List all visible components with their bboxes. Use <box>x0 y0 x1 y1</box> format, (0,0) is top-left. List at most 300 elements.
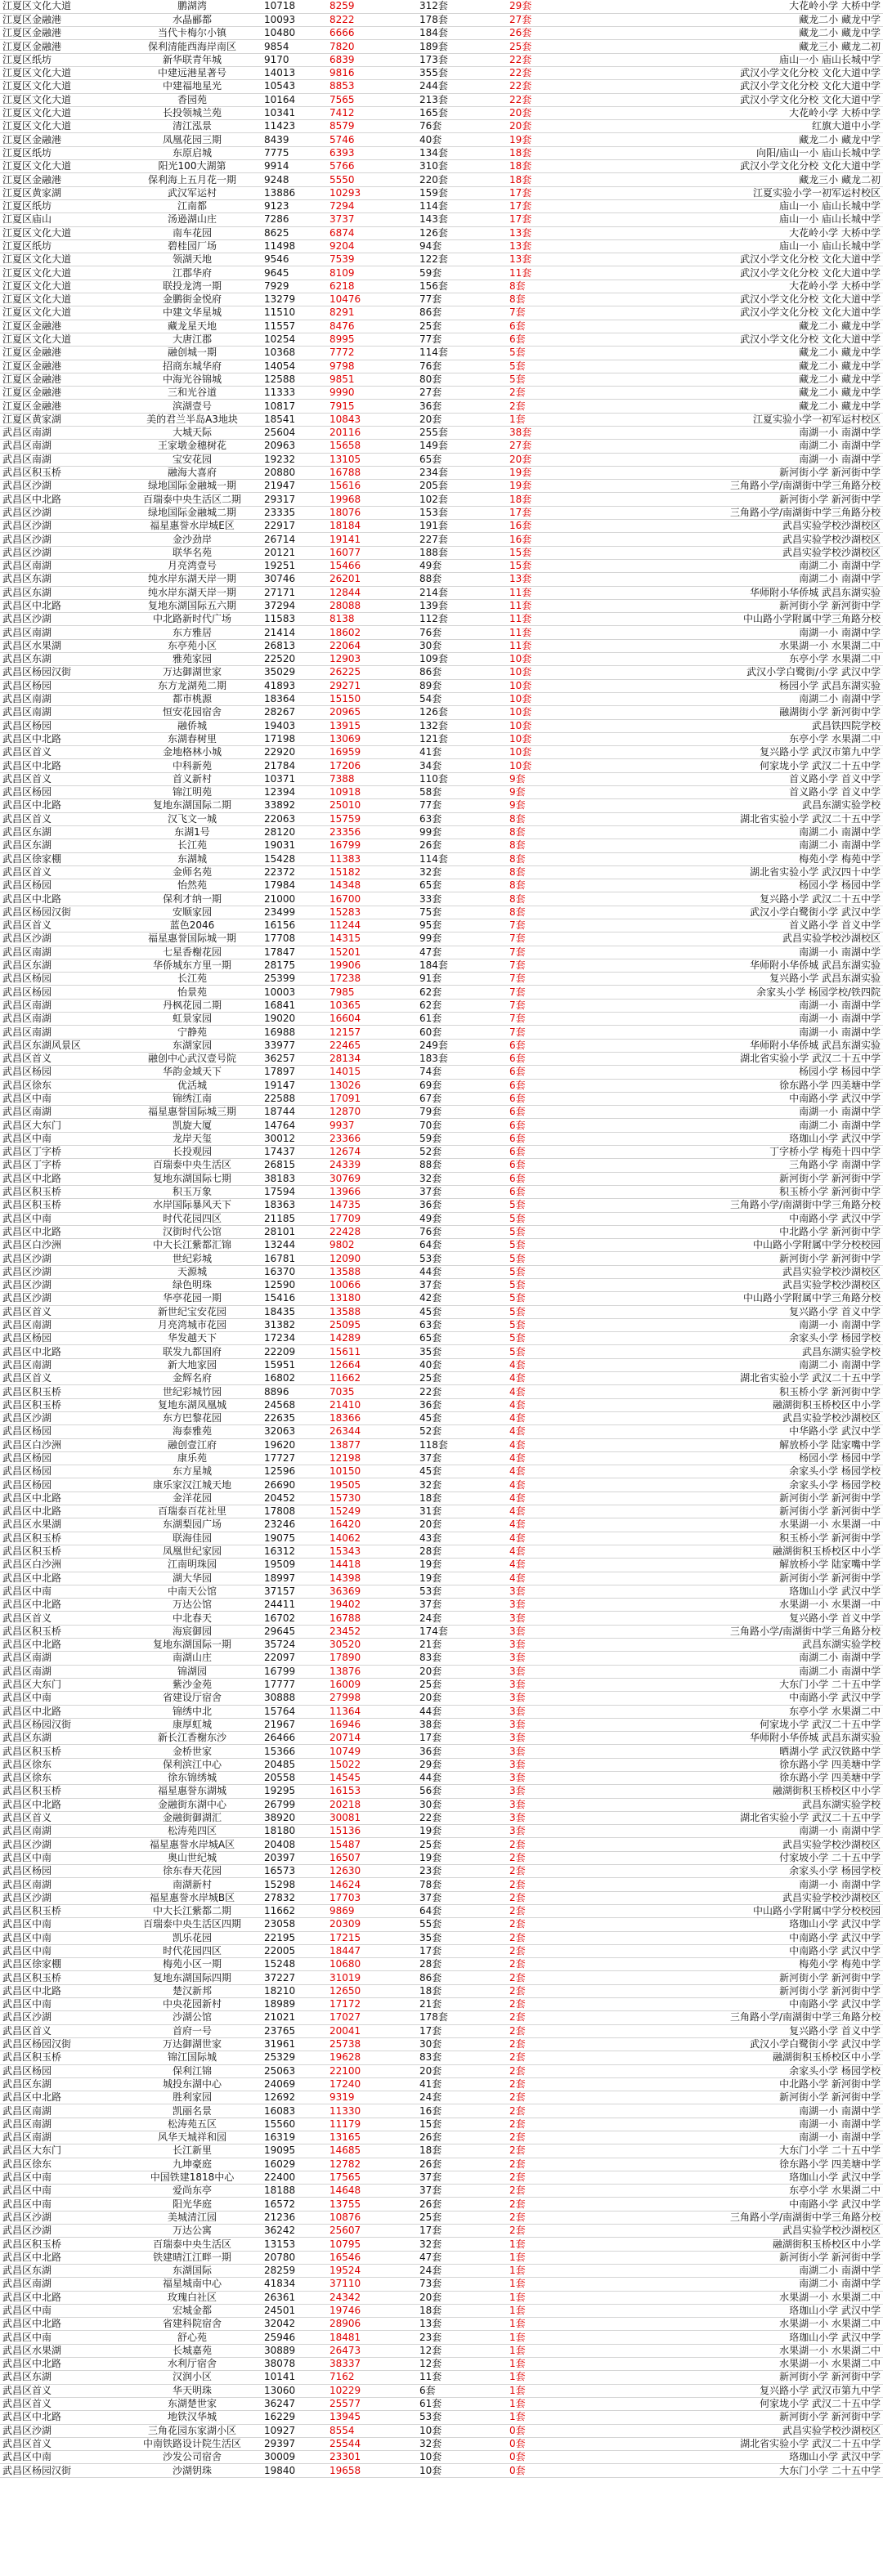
area-cell: 武昌区首义 <box>0 812 123 825</box>
avg-price-cell: 12596 <box>262 1465 327 1478</box>
table-row <box>0 746 883 759</box>
community-cell: 长投领城兰苑 <box>123 106 262 119</box>
deal-count-cell: 10套 <box>507 746 605 759</box>
table-row <box>0 2118 883 2131</box>
area-cell: 武昌区大东门 <box>0 1119 123 1132</box>
count-cell: 22套 <box>417 1811 507 1824</box>
community-cell: 中建福地星光 <box>123 80 262 93</box>
area-cell: 武昌区沙湖 <box>0 1838 123 1851</box>
avg-price-cell: 15248 <box>262 1958 327 1971</box>
table-row <box>0 919 883 932</box>
avg-price-cell: 31382 <box>262 1318 327 1331</box>
price-cell: 11244 <box>327 919 417 932</box>
avg-price-cell: 26799 <box>262 1798 327 1811</box>
table-row <box>0 852 883 865</box>
count-cell: 249套 <box>417 1039 507 1052</box>
avg-price-cell: 17198 <box>262 732 327 745</box>
table-row <box>0 1411 883 1424</box>
deal-count-cell: 4套 <box>507 1438 605 1451</box>
count-cell: 18套 <box>417 1491 507 1505</box>
count-cell: 75套 <box>417 906 507 919</box>
table-row <box>0 2318 883 2331</box>
area-cell: 江夏区黄家湖 <box>0 186 123 199</box>
table-row <box>0 1518 883 1532</box>
deal-count-cell: 1套 <box>507 2238 605 2251</box>
price-cell: 7162 <box>327 2371 417 2384</box>
price-cell: 14545 <box>327 1771 417 1784</box>
deal-count-cell: 38套 <box>507 427 605 440</box>
avg-price-cell: 33977 <box>262 1039 327 1052</box>
price-cell: 9204 <box>327 239 417 253</box>
community-cell: 东方龙湖苑二期 <box>123 679 262 692</box>
table-row <box>0 2278 883 2291</box>
avg-price-cell: 22209 <box>262 1345 327 1358</box>
school-cell: 解放桥小学 陆家嘴中学 <box>605 1438 883 1451</box>
price-cell: 6393 <box>327 146 417 159</box>
deal-count-cell: 10套 <box>507 706 605 719</box>
area-cell: 武昌区首义 <box>0 1052 123 1065</box>
area-cell: 武昌区沙湖 <box>0 2225 123 2238</box>
count-cell: 76套 <box>417 1225 507 1238</box>
community-cell: 汉飞文一城 <box>123 812 262 825</box>
count-cell: 47套 <box>417 946 507 959</box>
area-cell: 武昌区中南 <box>0 1212 123 1225</box>
school-cell: 江夏实验小学一初军运村校区 <box>605 413 883 426</box>
school-cell: 新河街小学 新河街中学 <box>605 1505 883 1518</box>
count-cell: 112套 <box>417 613 507 626</box>
count-cell: 189套 <box>417 40 507 53</box>
area-cell: 武昌区沙湖 <box>0 1292 123 1305</box>
community-cell: 绿地国际金融城一期 <box>123 480 262 493</box>
area-cell: 武昌区中南 <box>0 1092 123 1105</box>
avg-price-cell: 38183 <box>262 1172 327 1185</box>
area-cell: 武昌区中南 <box>0 1132 123 1145</box>
count-cell: 132套 <box>417 719 507 732</box>
avg-price-cell: 20408 <box>262 1838 327 1851</box>
price-cell: 10293 <box>327 186 417 199</box>
count-cell: 44套 <box>417 1705 507 1718</box>
area-cell: 江夏区文化大道 <box>0 280 123 293</box>
price-cell: 6666 <box>327 27 417 40</box>
count-cell: 78套 <box>417 1878 507 1891</box>
school-cell: 南湖二小 南湖中学 <box>605 573 883 586</box>
avg-price-cell: 16029 <box>262 2158 327 2171</box>
school-cell: 大东门小学 二十五中学 <box>605 1678 883 1691</box>
table-row <box>0 1825 883 1838</box>
school-cell: 藏龙二小 藏龙中学 <box>605 133 883 146</box>
school-cell: 南湖一小 南湖中学 <box>605 453 883 466</box>
school-cell: 红旗大道中小学 <box>605 120 883 133</box>
count-cell: 47套 <box>417 2251 507 2264</box>
school-cell: 南湖二小 南湖中学 <box>605 1358 883 1371</box>
table-row <box>0 2131 883 2144</box>
deal-count-cell: 16套 <box>507 533 605 546</box>
area-cell: 江夏区金融港 <box>0 347 123 360</box>
deal-count-cell: 4套 <box>507 1505 605 1518</box>
community-cell: 金鹏街金悦府 <box>123 293 262 306</box>
count-cell: 37套 <box>417 2171 507 2184</box>
table-row <box>0 1904 883 1917</box>
deal-count-cell: 5套 <box>507 347 605 360</box>
school-cell: 三角路小学 南湖中学 <box>605 1159 883 1172</box>
community-cell: 月亮湾城市花园 <box>123 1318 262 1331</box>
school-cell: 中南路小学 武汉中学 <box>605 1092 883 1105</box>
price-cell: 18447 <box>327 1944 417 1957</box>
area-cell: 武昌区沙湖 <box>0 506 123 519</box>
price-cell: 16009 <box>327 1678 417 1691</box>
school-cell: 武昌实验学校沙湖校区 <box>605 533 883 546</box>
deal-count-cell: 1套 <box>507 413 605 426</box>
school-cell: 中南路小学 武汉中学 <box>605 1692 883 1705</box>
area-cell: 武昌区杨园 <box>0 986 123 999</box>
price-cell: 16507 <box>327 1851 417 1864</box>
price-cell: 10066 <box>327 1279 417 1292</box>
price-cell: 30769 <box>327 1172 417 1185</box>
community-cell: 九坤豪庭 <box>123 2158 262 2171</box>
avg-price-cell: 23765 <box>262 2024 327 2037</box>
community-cell: 世纪彩城 <box>123 1252 262 1265</box>
table-row <box>0 1865 883 1878</box>
count-cell: 184套 <box>417 959 507 972</box>
count-cell: 183套 <box>417 1052 507 1065</box>
table-row <box>0 293 883 306</box>
area-cell: 武昌区中南 <box>0 1692 123 1705</box>
school-cell: 复兴路小学 武汉二十五中学 <box>605 892 883 906</box>
community-cell: 虹景家园 <box>123 1013 262 1026</box>
price-cell: 19906 <box>327 959 417 972</box>
community-cell: 华天明珠 <box>123 2384 262 2397</box>
avg-price-cell: 17594 <box>262 1185 327 1198</box>
price-cell: 13026 <box>327 1079 417 1092</box>
school-cell: 徐东路小学 四美塘中学 <box>605 1079 883 1092</box>
community-cell: 福星惠誉水岸城A区 <box>123 1838 262 1851</box>
area-cell: 武昌区中北路 <box>0 1225 123 1238</box>
price-cell: 19628 <box>327 2051 417 2064</box>
community-cell: 新长江香榭东沙 <box>123 1732 262 1745</box>
count-cell: 23套 <box>417 1865 507 1878</box>
community-cell: 东湖家园 <box>123 1039 262 1052</box>
price-cell: 18602 <box>327 626 417 639</box>
price-cell: 10680 <box>327 1958 417 1971</box>
community-cell: 爱尚东亭 <box>123 2185 262 2198</box>
price-cell: 8222 <box>327 13 417 26</box>
count-cell: 17套 <box>417 2225 507 2238</box>
area-cell: 武昌区杨园 <box>0 719 123 732</box>
area-cell: 武昌区沙湖 <box>0 520 123 533</box>
school-cell: 藏龙二小 藏龙中学 <box>605 27 883 40</box>
area-cell: 武昌区徐家棚 <box>0 852 123 865</box>
community-cell: 保利海上五月花一期 <box>123 173 262 186</box>
table-row <box>0 759 883 772</box>
deal-count-cell: 2套 <box>507 1984 605 1997</box>
price-cell: 14418 <box>327 1559 417 1572</box>
table-row <box>0 1811 883 1824</box>
avg-price-cell: 22520 <box>262 653 327 666</box>
table-row <box>0 946 883 959</box>
community-cell: 纯水岸东湖天岸一期 <box>123 573 262 586</box>
deal-count-cell: 2套 <box>507 2064 605 2077</box>
area-cell: 武昌区沙湖 <box>0 480 123 493</box>
price-cell: 25095 <box>327 1318 417 1331</box>
area-cell: 武昌区东湖 <box>0 2371 123 2384</box>
deal-count-cell: 13套 <box>507 253 605 266</box>
avg-price-cell: 29397 <box>262 2437 327 2450</box>
table-row <box>0 1013 883 1026</box>
price-cell: 12782 <box>327 2158 417 2171</box>
table-row <box>0 1106 883 1119</box>
area-cell: 武昌区中北路 <box>0 2091 123 2104</box>
avg-price-cell: 10093 <box>262 13 327 26</box>
table-row <box>0 1279 883 1292</box>
school-cell: 余家头小学 杨园学校 <box>605 1465 883 1478</box>
area-cell: 武昌区中北路 <box>0 2291 123 2304</box>
community-cell: 首义新村 <box>123 772 262 785</box>
community-cell: 宁静苑 <box>123 1026 262 1039</box>
avg-price-cell: 14054 <box>262 360 327 373</box>
avg-price-cell: 15764 <box>262 1705 327 1718</box>
deal-count-cell: 4套 <box>507 1372 605 1385</box>
avg-price-cell: 22588 <box>262 1092 327 1105</box>
community-cell: 东亭苑小区 <box>123 639 262 652</box>
school-cell: 向阳/庙山一小 庙山长城中学 <box>605 146 883 159</box>
community-cell: 沙发公司宿舍 <box>123 2451 262 2464</box>
count-cell: 42套 <box>417 1292 507 1305</box>
deal-count-cell: 6套 <box>507 333 605 346</box>
avg-price-cell: 16156 <box>262 919 327 932</box>
table-row <box>0 400 883 413</box>
school-cell: 复兴路小学 首义中学 <box>605 2024 883 2037</box>
table-row <box>0 1398 883 1411</box>
avg-price-cell: 21021 <box>262 2011 327 2024</box>
deal-count-cell: 5套 <box>507 373 605 386</box>
deal-count-cell: 18套 <box>507 173 605 186</box>
deal-count-cell: 3套 <box>507 1798 605 1811</box>
table-row <box>0 1545 883 1558</box>
school-cell: 水果湖一小 水果湖二中 <box>605 2318 883 2331</box>
area-cell: 武昌区中北路 <box>0 1505 123 1518</box>
community-cell: 奥山世纪城 <box>123 1851 262 1864</box>
school-cell: 东亭小学 水果湖二中 <box>605 732 883 745</box>
area-cell: 武昌区中南 <box>0 1585 123 1598</box>
area-cell: 武昌区南湖 <box>0 1106 123 1119</box>
avg-price-cell: 20963 <box>262 440 327 453</box>
avg-price-cell: 19147 <box>262 1079 327 1092</box>
price-cell: 17240 <box>327 2077 417 2091</box>
area-cell: 武昌区杨园 <box>0 2064 123 2077</box>
avg-price-cell: 23499 <box>262 906 327 919</box>
price-cell: 14289 <box>327 1332 417 1345</box>
community-cell: 金师名苑 <box>123 865 262 879</box>
count-cell: 61套 <box>417 2397 507 2410</box>
table-row <box>0 1559 883 1572</box>
count-cell: 37套 <box>417 1185 507 1198</box>
avg-price-cell: 16702 <box>262 1612 327 1625</box>
area-cell: 武昌区沙湖 <box>0 2424 123 2437</box>
avg-price-cell: 16781 <box>262 1252 327 1265</box>
price-cell: 17565 <box>327 2171 417 2184</box>
price-cell: 20218 <box>327 1798 417 1811</box>
price-cell: 7412 <box>327 106 417 119</box>
avg-price-cell: 17234 <box>262 1332 327 1345</box>
price-cell: 19402 <box>327 1599 417 1612</box>
price-cell: 10229 <box>327 2384 417 2397</box>
table-row <box>0 506 883 519</box>
table-row <box>0 66 883 79</box>
area-cell: 武昌区沙湖 <box>0 2211 123 2224</box>
table-row <box>0 1212 883 1225</box>
school-cell: 积玉桥小学 新河街中学 <box>605 1385 883 1398</box>
table-row <box>0 106 883 119</box>
table-row <box>0 2211 883 2224</box>
count-cell: 174套 <box>417 1625 507 1638</box>
count-cell: 20套 <box>417 2291 507 2304</box>
table-row <box>0 2185 883 2198</box>
community-cell: 百瑞泰中央生活区 <box>123 2238 262 2251</box>
count-cell: 56套 <box>417 1785 507 1798</box>
school-cell: 藏龙二小 藏龙中学 <box>605 320 883 333</box>
school-cell: 何家垅小学 武汉二十五中学 <box>605 1718 883 1731</box>
area-cell: 武昌区积玉桥 <box>0 1625 123 1638</box>
school-cell: 武昌实验学校沙湖校区 <box>605 2225 883 2238</box>
area-cell: 武昌区杨园 <box>0 973 123 986</box>
price-cell: 12664 <box>327 1358 417 1371</box>
price-cell: 15343 <box>327 1545 417 1558</box>
area-cell: 武昌区首义 <box>0 1612 123 1625</box>
table-row <box>0 653 883 666</box>
community-cell: 联华名苑 <box>123 546 262 559</box>
community-cell: 松涛苑四区 <box>123 1825 262 1838</box>
price-cell: 9990 <box>327 387 417 400</box>
area-cell: 江夏区纸坊 <box>0 239 123 253</box>
price-cell: 17238 <box>327 973 417 986</box>
area-cell: 江夏区金融港 <box>0 360 123 373</box>
table-row <box>0 1385 883 1398</box>
school-cell: 余家头小学 杨园学校/铁四院 <box>605 986 883 999</box>
count-cell: 213套 <box>417 93 507 106</box>
school-cell: 湖北省实验小学 武汉二十五中学 <box>605 1052 883 1065</box>
area-cell: 江夏区金融港 <box>0 400 123 413</box>
community-cell: 中建文华星城 <box>123 306 262 320</box>
count-cell: 139套 <box>417 599 507 612</box>
table-row <box>0 2238 883 2251</box>
area-cell: 武昌区杨园 <box>0 1425 123 1438</box>
price-cell: 15150 <box>327 692 417 705</box>
table-row <box>0 1451 883 1465</box>
area-cell: 武昌区东湖 <box>0 959 123 972</box>
price-cell: 16700 <box>327 892 417 906</box>
community-cell: 绿地国际金融城二期 <box>123 506 262 519</box>
price-cell: 24342 <box>327 2291 417 2304</box>
community-cell: 月亮湾壹号 <box>123 559 262 572</box>
avg-price-cell: 12590 <box>262 1279 327 1292</box>
school-cell: 融湖街小学 新河街中学 <box>605 706 883 719</box>
community-cell: 华发越天下 <box>123 1332 262 1345</box>
deal-count-cell: 17套 <box>507 506 605 519</box>
count-cell: 26套 <box>417 2198 507 2211</box>
community-cell: 海泰雅苑 <box>123 1425 262 1438</box>
count-cell: 36套 <box>417 400 507 413</box>
table-row <box>0 1718 883 1731</box>
community-cell: 恒安花园宿舍 <box>123 706 262 719</box>
school-cell: 武昌实验学校沙湖校区 <box>605 546 883 559</box>
deal-count-cell: 1套 <box>507 2291 605 2304</box>
school-cell: 湖北省实验小学 武汉二十五中学 <box>605 812 883 825</box>
table-row <box>0 2051 883 2064</box>
deal-count-cell: 2套 <box>507 2198 605 2211</box>
count-cell: 11套 <box>417 2371 507 2384</box>
price-cell: 14398 <box>327 1572 417 1585</box>
count-cell: 188套 <box>417 546 507 559</box>
deal-count-cell: 22套 <box>507 93 605 106</box>
table-row <box>0 1332 883 1345</box>
community-cell: 七星香榭花园 <box>123 946 262 959</box>
deal-count-cell: 7套 <box>507 932 605 946</box>
count-cell: 70套 <box>417 1119 507 1132</box>
school-cell: 中南路小学 武汉中学 <box>605 1931 883 1944</box>
count-cell: 41套 <box>417 746 507 759</box>
deal-count-cell: 5套 <box>507 1345 605 1358</box>
price-cell: 15466 <box>327 559 417 572</box>
table-row <box>0 2144 883 2158</box>
community-cell: 华侨城东方里一期 <box>123 959 262 972</box>
table-row <box>0 1612 883 1625</box>
count-cell: 52套 <box>417 1146 507 1159</box>
avg-price-cell: 22635 <box>262 1411 327 1424</box>
table-row <box>0 13 883 26</box>
community-cell: 大唐江郡 <box>123 333 262 346</box>
community-cell: 汉街时代公馆 <box>123 1225 262 1238</box>
price-cell: 6874 <box>327 226 417 239</box>
area-cell: 武昌区中南 <box>0 1918 123 1931</box>
price-cell: 18184 <box>327 520 417 533</box>
avg-price-cell: 13244 <box>262 1239 327 1252</box>
table-row <box>0 973 883 986</box>
area-cell: 武昌区杨园汉街 <box>0 666 123 679</box>
community-cell: 招商东城华府 <box>123 360 262 373</box>
count-cell: 37套 <box>417 2185 507 2198</box>
community-cell: 新大地家园 <box>123 1358 262 1371</box>
avg-price-cell: 19075 <box>262 1532 327 1545</box>
area-cell: 武昌区中北路 <box>0 2318 123 2331</box>
avg-price-cell: 26813 <box>262 639 327 652</box>
area-cell: 武昌区杨园 <box>0 1865 123 1878</box>
area-cell: 武昌区徐东 <box>0 1771 123 1784</box>
area-cell: 武昌区南湖 <box>0 453 123 466</box>
price-cell: 29271 <box>327 679 417 692</box>
community-cell: 复地东湖国际七期 <box>123 1172 262 1185</box>
school-cell: 珞珈山小学 武汉中学 <box>605 1585 883 1598</box>
price-cell: 8995 <box>327 333 417 346</box>
community-cell: 美的君兰半岛A3地块 <box>123 413 262 426</box>
table-row <box>0 2291 883 2304</box>
school-cell: 中南路小学 武汉中学 <box>605 1212 883 1225</box>
school-cell: 武汉小学白鹭街小学 武汉中学 <box>605 2037 883 2051</box>
count-cell: 220套 <box>417 173 507 186</box>
area-cell: 江夏区金融港 <box>0 320 123 333</box>
area-cell: 江夏区金融港 <box>0 387 123 400</box>
table-row <box>0 2344 883 2357</box>
avg-price-cell: 9248 <box>262 173 327 186</box>
avg-price-cell: 19403 <box>262 719 327 732</box>
table-row <box>0 1372 883 1385</box>
table-row <box>0 320 883 333</box>
area-cell: 武昌区沙湖 <box>0 1891 123 1904</box>
school-cell: 湖北省实验小学 武汉二十五中学 <box>605 1372 883 1385</box>
area-cell: 武昌区首义 <box>0 2024 123 2037</box>
area-cell: 武昌区丁字桥 <box>0 1146 123 1159</box>
school-cell: 三角路小学/南湖街中学三角路分校 <box>605 2211 883 2224</box>
count-cell: 126套 <box>417 226 507 239</box>
